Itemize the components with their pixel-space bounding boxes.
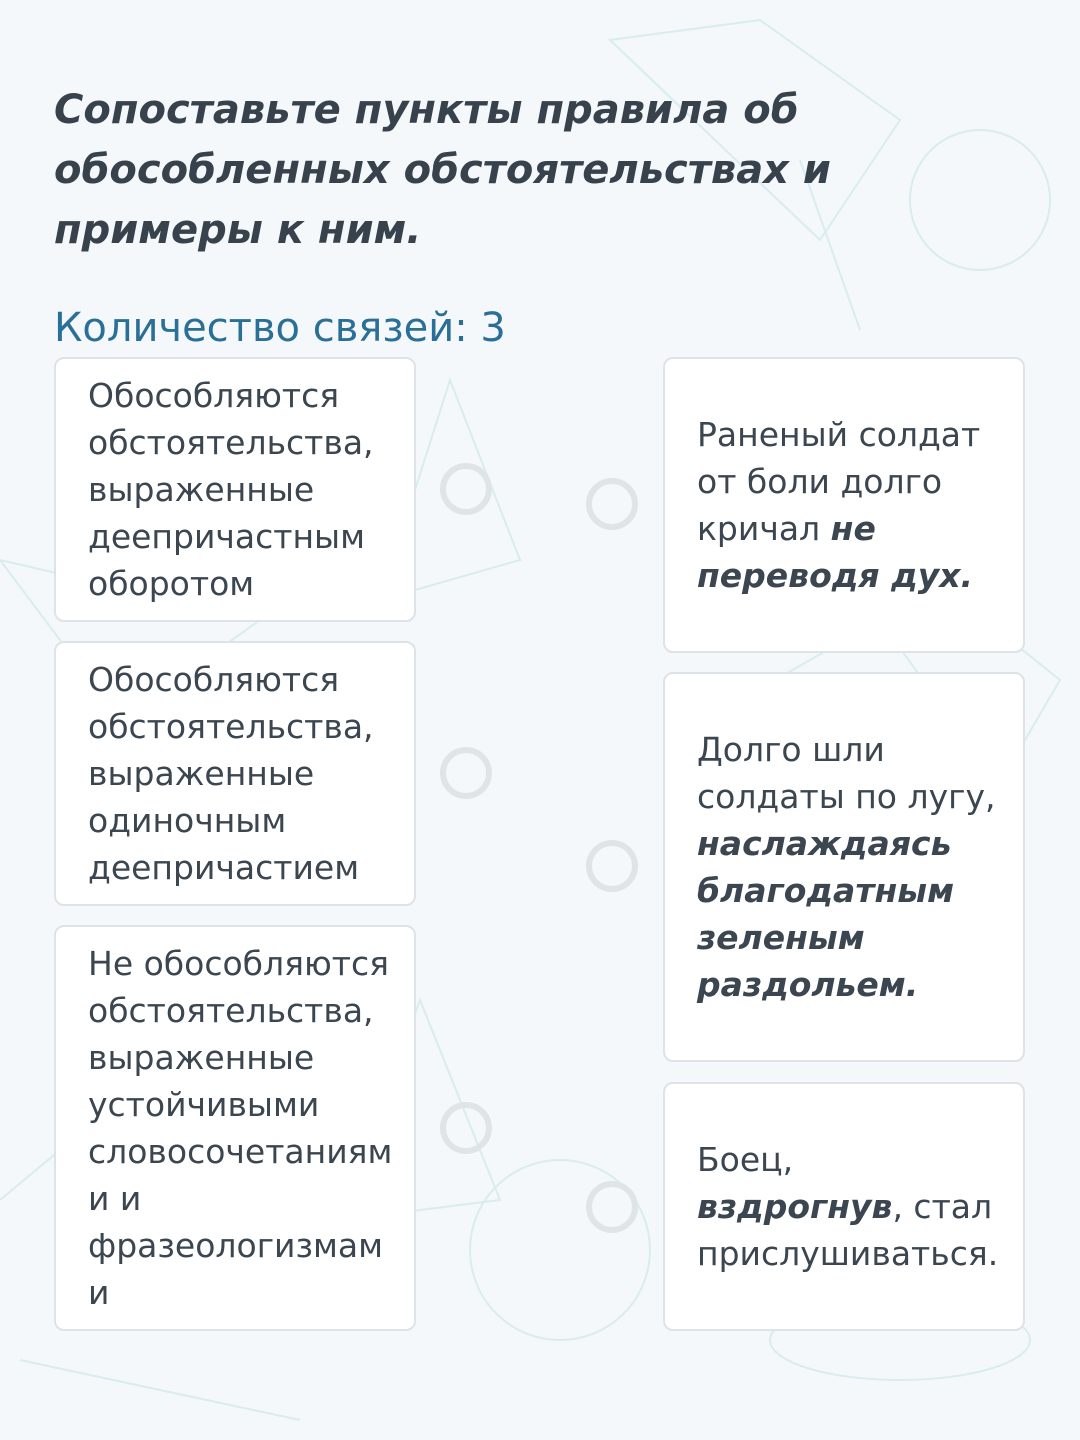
right-card-1-text-bold: не переводя дух. [697, 509, 974, 595]
left-card-2-text: Обособляются обстоятельства, выраженные одиночным деепричастием [88, 660, 374, 887]
right-card-1-text [697, 411, 1009, 599]
right-card-3-text [697, 1136, 1009, 1277]
left-card-1[interactable] [54, 357, 416, 622]
left-card-2[interactable] [54, 641, 416, 906]
connections-count: Количество связей: 3 [54, 305, 506, 351]
right-card-2-text [697, 726, 1009, 1008]
question-title: Сопоставьте пункты правила об обособленных обстоятельствах и примеры к ним. [54, 87, 831, 253]
left-card-3-text: Не обособляются обстоятельства, выраженные устойчивыми словосочетаниями и фразеологизмами [88, 944, 393, 1312]
right-card-2[interactable] [663, 672, 1025, 1062]
left-connector-1[interactable] [440, 463, 492, 515]
right-card-3[interactable] [663, 1082, 1025, 1331]
right-card-2-text-plain: Долго шли солдаты по лугу, [697, 730, 996, 816]
left-connector-2[interactable] [440, 747, 492, 799]
right-card-3-text-plain: Боец, [697, 1140, 794, 1179]
right-card-3-text-after: , стал прислушиваться. [697, 1187, 999, 1273]
right-card-2-text-bold: наслаждаясь благодатным зеленым раздольем. [697, 824, 955, 1004]
right-connector-2[interactable] [586, 840, 638, 892]
left-connector-3[interactable] [440, 1102, 492, 1154]
right-card-1-text-plain: Раненый солдат от боли долго кричал [697, 415, 981, 548]
left-card-3[interactable] [54, 925, 416, 1331]
right-card-3-text-bold: вздрогнув [697, 1187, 893, 1226]
left-card-1-text: Обособляются обстоятельства, выраженные деепричастным оборотом [88, 376, 374, 603]
right-connector-3[interactable] [586, 1181, 638, 1233]
right-connector-1[interactable] [586, 478, 638, 530]
right-card-1[interactable] [663, 357, 1025, 653]
